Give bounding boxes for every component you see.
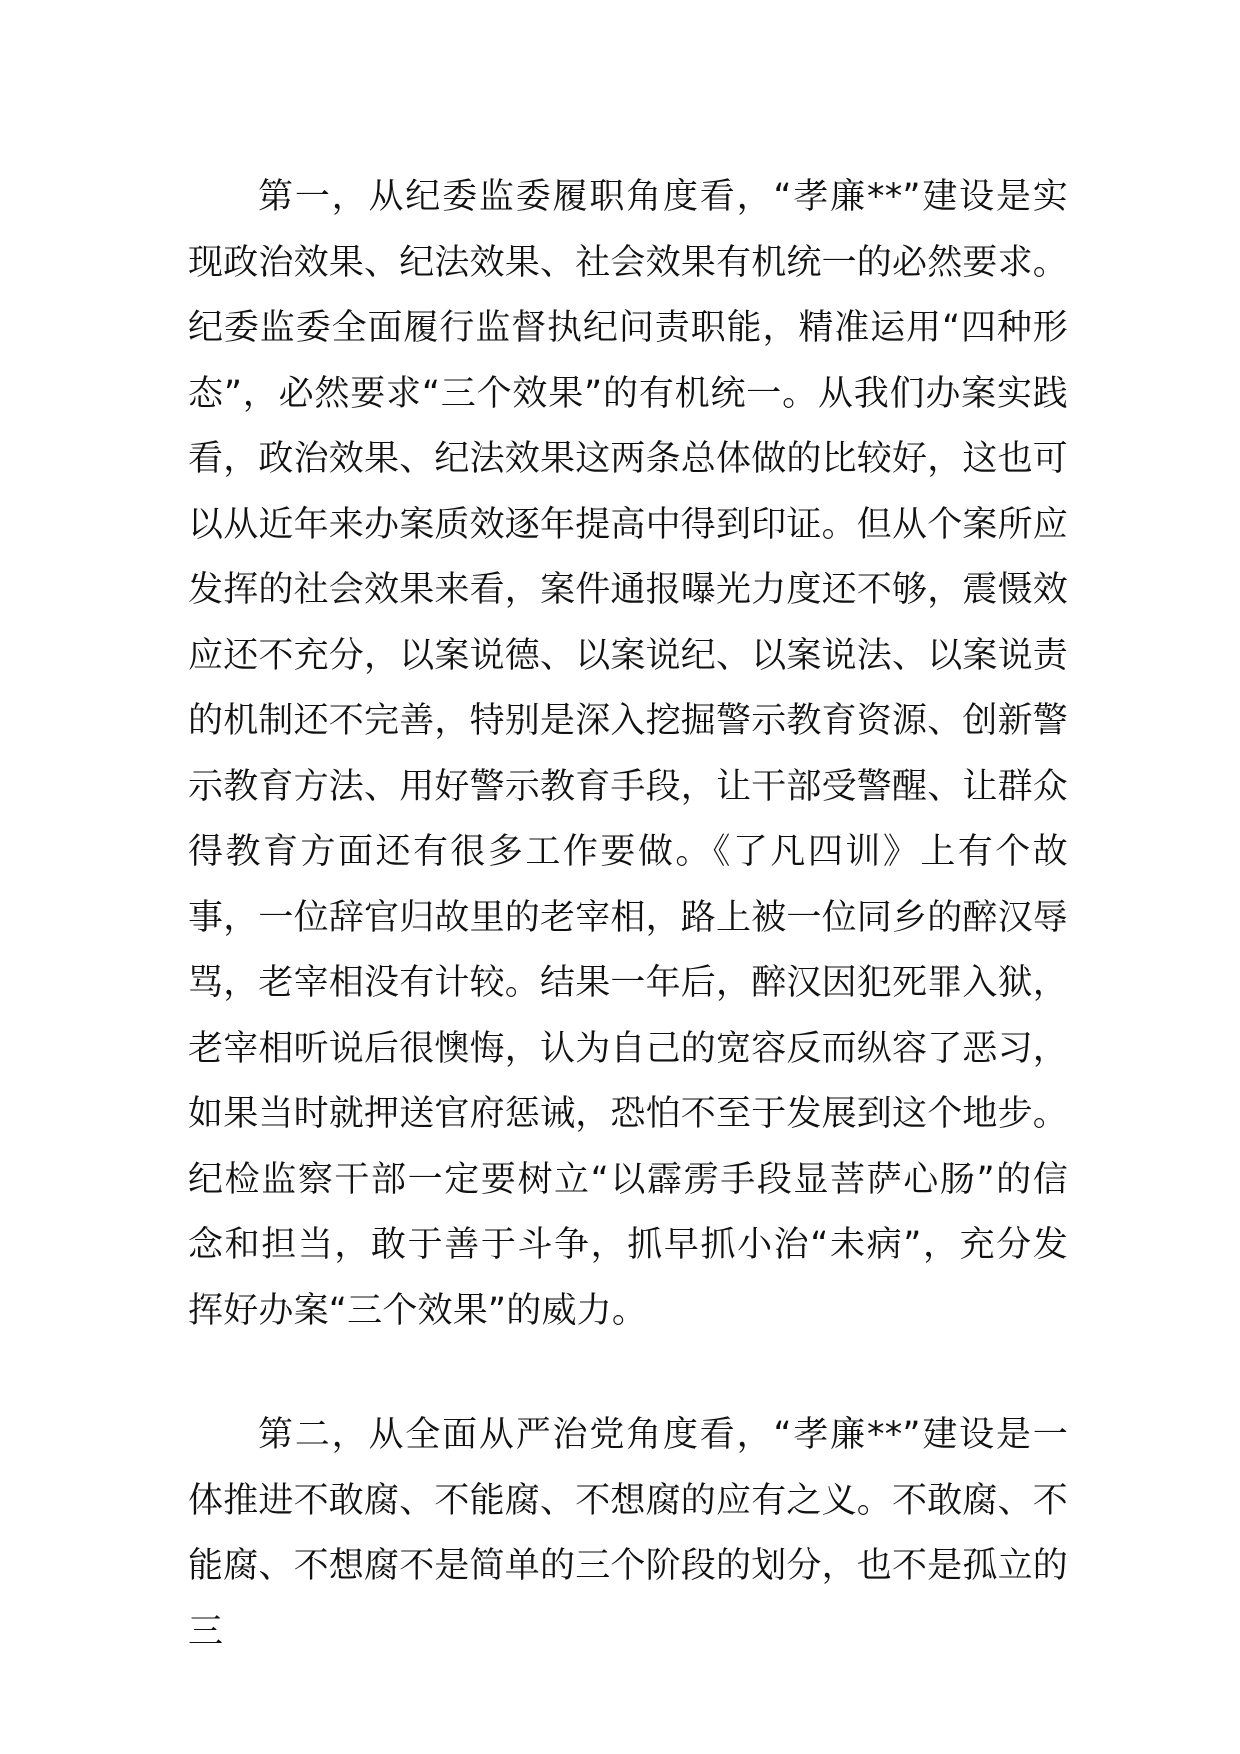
- paragraph-first: 第一，从纪委监委履职角度看，“孝廉**”建设是实现政治效果、纪法效果、社会效果有机统一的必然要求。纪委监委全面履行监督执纪问责职能，精准运用“四种形态”，必然要求“三个效果”的有机统一。从我们办案实践看，政治效果、纪法效果这两条总体做的比较好，这也可以从近年来办案质效逐年提高中得到印证。但从个案所应发挥的社会效果来看，案件通报曝光力度还不够，震慑效应还不充分，以案说德、以案说纪、以案说法、以案说责的机制还不完善，特别是深入挖掘警示教育资源、创新警示教育方法、用好警示教育手段，让干部受警醒、让群众得教育方面还有很多工作要做。《了凡四训》上有个故事，一位辞官归故里的老宰相，路上被一位同乡的醉汉辱骂，老宰相没有计较。结果一年后，醉汉因犯死罪入狱，老宰相听说后很懊悔，认为自己的宽容反而纵容了恶习，如果当时就押送官府惩诫，恐怕不至于发展到这个地步。纪检监察干部一定要树立“以霹雳手段显菩萨心肠”的信念和担当，敢于善于斗争，抓早抓小治“未病”，充分发挥好办案“三个效果”的威力。: [188, 177, 1069, 1331]
- paragraph-second: 第二，从全面从严治党角度看，“孝廉**”建设是一体推进不敢腐、不能腐、不想腐的应有之义。不敢腐、不能腐、不想腐不是简单的三个阶段的划分，也不是孤立的三: [188, 1415, 1069, 1652]
